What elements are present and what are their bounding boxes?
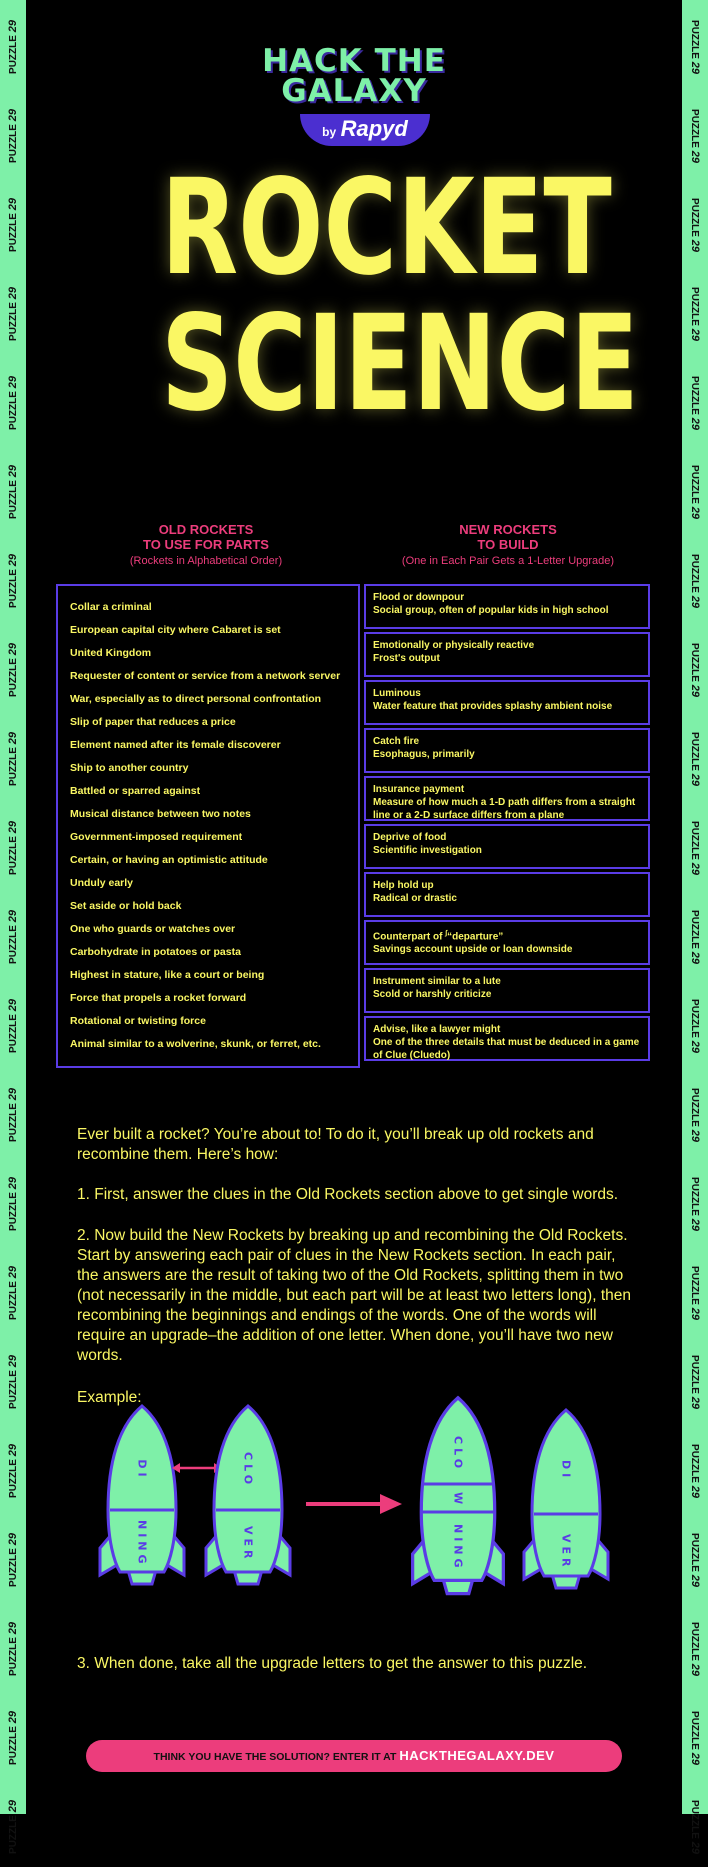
puzzle-number-label bbox=[688, 541, 702, 621]
puzzle-number-label bbox=[688, 1253, 702, 1333]
puzzle-number-label bbox=[688, 1431, 702, 1511]
puzzle-number-label bbox=[688, 1698, 702, 1778]
puzzle-label-text: PUZZLE bbox=[8, 836, 19, 875]
puzzle-label-number: 29 bbox=[689, 61, 701, 74]
puzzle-label-text: PUZZLE bbox=[8, 1192, 19, 1231]
new-rocket-pair bbox=[364, 920, 650, 965]
logo-by-rapyd bbox=[300, 114, 430, 146]
puzzle-label-text: PUZZLE bbox=[8, 391, 19, 430]
puzzle-label-text: PUZZLE bbox=[689, 287, 700, 326]
cta-text: THINK YOU HAVE THE SOLUTION? ENTER IT AT bbox=[153, 1751, 397, 1763]
puzzle-number-label bbox=[688, 719, 702, 799]
puzzle-label-text: PUZZLE bbox=[689, 1088, 700, 1127]
old-rocket-clue: Force that propels a rocket forward bbox=[70, 992, 247, 1004]
puzzle-label-text: PUZZLE bbox=[689, 198, 700, 237]
rocket-3-bottom-letters: NING bbox=[451, 1524, 465, 1572]
puzzle-label-number: 29 bbox=[689, 684, 701, 697]
puzzle-number-label bbox=[6, 1431, 20, 1511]
right-puzzle-strip bbox=[682, 0, 708, 1854]
puzzle-label-number: 29 bbox=[689, 862, 701, 875]
puzzle-label-number: 29 bbox=[689, 1841, 701, 1854]
puzzle-label-number: 29 bbox=[7, 1622, 19, 1635]
old-rockets-heading-line-1: OLD ROCKETS bbox=[158, 522, 254, 537]
old-rocket-clue: Unduly early bbox=[70, 877, 134, 889]
puzzle-label-number: 29 bbox=[7, 910, 19, 923]
puzzle-label-number: 29 bbox=[689, 239, 701, 252]
rocket-4-top-letters: DI bbox=[559, 1460, 573, 1482]
puzzle-number-label bbox=[6, 719, 20, 799]
puzzle-number-label bbox=[688, 986, 702, 1066]
puzzle-label-number: 29 bbox=[689, 506, 701, 519]
cta-site-link[interactable]: HACKTHEGALAXY.DEV bbox=[399, 1748, 555, 1763]
logo-by: by bbox=[322, 125, 337, 139]
new-rocket-clue-a: Flood or downpour bbox=[373, 592, 465, 603]
new-rocket-pair bbox=[364, 728, 650, 773]
puzzle-label-number: 29 bbox=[689, 1218, 701, 1231]
old-rocket-clue: Rotational or twisting force bbox=[70, 1015, 206, 1027]
old-rocket-clue: Government-imposed requirement bbox=[70, 831, 243, 843]
puzzle-label-number: 29 bbox=[689, 417, 701, 430]
new-rocket-clue-b: Savings account upside or loan downside bbox=[373, 944, 573, 956]
new-rockets-heading-line-1: NEW ROCKETS bbox=[459, 522, 557, 537]
intro-paragraph: Ever built a rocket? You’re about to! To do it, you’ll break up old rockets and recombine them. Here’s how: bbox=[77, 1126, 594, 1163]
old-rocket-clue: Collar a criminal bbox=[70, 601, 152, 613]
new-rocket-clue-b: Radical or drastic bbox=[373, 893, 457, 904]
new-rocket-clue-a: Help hold up bbox=[373, 880, 434, 891]
puzzle-label-text: PUZZLE bbox=[8, 1637, 19, 1676]
new-rockets-heading bbox=[358, 522, 658, 552]
puzzle-number-label bbox=[688, 630, 702, 710]
puzzle-label-text: PUZZLE bbox=[8, 1103, 19, 1142]
example-rocket-2 bbox=[206, 1406, 290, 1584]
example-label: Example: bbox=[77, 1389, 142, 1406]
puzzle-label-number: 29 bbox=[689, 773, 701, 786]
step-3-paragraph: 3. When done, take all the upgrade letters to get the answer to this puzzle. bbox=[77, 1655, 588, 1672]
new-rocket-clue-a: Advise, like a lawyer might bbox=[373, 1024, 501, 1035]
puzzle-label-number: 29 bbox=[7, 1444, 19, 1457]
puzzle-label-text: PUZZLE bbox=[689, 1444, 700, 1483]
puzzle-label-number: 29 bbox=[689, 1307, 701, 1320]
page-title-line-1: ROCKET bbox=[160, 151, 612, 305]
puzzle-label-number: 29 bbox=[689, 150, 701, 163]
logo-brand: Rapyd bbox=[340, 116, 408, 141]
new-rocket-clue-b: Esophagus, primarily bbox=[373, 749, 475, 760]
puzzle-label-text: PUZZLE bbox=[8, 124, 19, 163]
puzzle-number-label bbox=[6, 7, 20, 87]
puzzle-label-text: PUZZLE bbox=[8, 1370, 19, 1409]
puzzle-label-number: 29 bbox=[7, 376, 19, 389]
puzzle-label-number: 29 bbox=[689, 1129, 701, 1142]
example-rocket-3 bbox=[413, 1398, 504, 1594]
puzzle-number-label bbox=[688, 1787, 702, 1867]
example-rockets-illustration bbox=[80, 1400, 640, 1610]
puzzle-number-label bbox=[6, 897, 20, 977]
puzzle-label-number: 29 bbox=[7, 109, 19, 122]
example-rocket-4 bbox=[524, 1410, 608, 1588]
puzzle-label-number: 29 bbox=[7, 20, 19, 33]
new-rocket-clue-b: Scientific investigation bbox=[373, 845, 482, 856]
page-title-line-2: SCIENCE bbox=[160, 287, 639, 441]
puzzle-number-label bbox=[6, 1609, 20, 1689]
new-rocket-clue-a: Insurance payment bbox=[373, 784, 465, 795]
puzzle-number-label bbox=[688, 1520, 702, 1600]
new-rocket-clue-a: Instrument similar to a lute bbox=[373, 976, 501, 987]
puzzle-label-number: 29 bbox=[689, 1574, 701, 1587]
rocket-2-bottom-letters: VER bbox=[241, 1526, 255, 1563]
new-rocket-clue-b: Social group, often of popular kids in high school bbox=[373, 605, 609, 616]
puzzle-label-text: PUZZLE bbox=[689, 376, 700, 415]
puzzle-number-label bbox=[688, 1075, 702, 1155]
new-rocket-clue-a: Luminous bbox=[373, 688, 421, 699]
puzzle-number-label bbox=[688, 274, 702, 354]
puzzle-label-number: 29 bbox=[689, 1040, 701, 1053]
puzzle-label-text: PUZZLE bbox=[689, 1800, 700, 1839]
clue-a-mark: ∫ bbox=[445, 930, 448, 937]
puzzle-label-number: 29 bbox=[7, 643, 19, 656]
puzzle-number-label bbox=[6, 96, 20, 176]
puzzle-number-label bbox=[6, 1520, 20, 1600]
old-rocket-clue: Carbohydrate in potatoes or pasta bbox=[70, 946, 241, 958]
puzzle-label-number: 29 bbox=[7, 1533, 19, 1546]
submit-solution-button[interactable] bbox=[86, 1740, 622, 1772]
puzzle-label-text: PUZZLE bbox=[8, 1281, 19, 1320]
new-rocket-clue-b: Scold or harshly criticize bbox=[373, 989, 492, 1000]
step-2-paragraph: 2. Now build the New Rockets by breaking up and recombining the Old Rockets. Start by answering each pair of clues in the New Rockets section. In each pair, the answers are the result of taking two of the Old Rockets, splitting them in two (not necessarily in the middle, but each part will be at least two letters long), then recombining the beginnings and endings of the words. One of the words will require an upgrade–the addition of one letter. When done, you’ll have two new words. bbox=[77, 1227, 631, 1364]
puzzle-label-text: PUZZLE bbox=[8, 1726, 19, 1765]
old-rocket-clue: Highest in stature, like a court or being bbox=[70, 969, 265, 981]
puzzle-label-text: PUZZLE bbox=[689, 109, 700, 148]
old-rocket-clue: Requester of content or service from a network server bbox=[70, 670, 341, 682]
old-rocket-clue: One who guards or watches over bbox=[70, 923, 236, 935]
clue-a-text: Counterpart of bbox=[373, 931, 446, 943]
puzzle-number-label bbox=[688, 1609, 702, 1689]
puzzle-label-text: PUZZLE bbox=[689, 465, 700, 504]
puzzle-number-label bbox=[688, 808, 702, 888]
new-rocket-pair bbox=[364, 968, 650, 1013]
new-rocket-clue-b: One of the three details that must be deduced in a game of Clue (Cluedo) bbox=[373, 1037, 640, 1061]
puzzle-label-text: PUZZLE bbox=[8, 1014, 19, 1053]
new-rockets-heading-line-2: TO BUILD bbox=[477, 537, 539, 552]
puzzle-number-label bbox=[688, 96, 702, 176]
puzzle-label-text: PUZZLE bbox=[8, 747, 19, 786]
puzzle-label-text: PUZZLE bbox=[689, 1266, 700, 1305]
new-rocket-pair bbox=[364, 824, 650, 869]
new-rocket-clue-a: Catch fire bbox=[373, 736, 420, 747]
puzzle-number-label bbox=[688, 897, 702, 977]
puzzle-label-number: 29 bbox=[7, 1266, 19, 1279]
old-rocket-clue: Slip of paper that reduces a price bbox=[70, 716, 236, 728]
new-rocket-clue-b: Water feature that provides splashy ambient noise bbox=[373, 701, 613, 712]
puzzle-number-label bbox=[6, 185, 20, 265]
puzzle-number-label bbox=[6, 1698, 20, 1778]
puzzle-number-label bbox=[688, 1342, 702, 1422]
rocket-3-middle-letter: W bbox=[451, 1492, 465, 1509]
puzzle-label-number: 29 bbox=[7, 1355, 19, 1368]
puzzle-label-number: 29 bbox=[689, 595, 701, 608]
build-arrow bbox=[306, 1494, 402, 1514]
puzzle-label-number: 29 bbox=[7, 287, 19, 300]
puzzle-label-number: 29 bbox=[689, 328, 701, 341]
puzzle-label-text: PUZZLE bbox=[689, 1711, 700, 1750]
puzzle-label-number: 29 bbox=[689, 1752, 701, 1765]
puzzle-number-label bbox=[6, 808, 20, 888]
puzzle-number-label bbox=[688, 1164, 702, 1244]
puzzle-number-label bbox=[6, 274, 20, 354]
old-rocket-clue: United Kingdom bbox=[70, 647, 152, 659]
old-rockets-clue-list bbox=[56, 584, 360, 1068]
rocket-2-top-letters: CLO bbox=[241, 1452, 255, 1489]
puzzle-label-number: 29 bbox=[689, 1396, 701, 1409]
puzzle-label-number: 29 bbox=[7, 198, 19, 211]
new-rocket-pair bbox=[364, 584, 650, 629]
old-rocket-clue: Animal similar to a wolverine, skunk, or ferret, etc. bbox=[70, 1038, 321, 1050]
puzzle-label-number: 29 bbox=[7, 821, 19, 834]
puzzle-label-number: 29 bbox=[7, 465, 19, 478]
old-rocket-clue: Element named after its female discoverer bbox=[70, 739, 281, 751]
old-rocket-clue: European capital city where Cabaret is set bbox=[70, 624, 281, 636]
puzzle-label-text: PUZZLE bbox=[689, 643, 700, 682]
new-rocket-clue-a: Emotionally or physically reactive bbox=[373, 640, 535, 651]
puzzle-label-number: 29 bbox=[7, 1800, 19, 1813]
puzzle-label-text: PUZZLE bbox=[8, 925, 19, 964]
old-rocket-clue: War, especially as to direct personal confrontation bbox=[70, 693, 322, 705]
puzzle-label-text: PUZZLE bbox=[8, 35, 19, 74]
old-rocket-clue: Ship to another country bbox=[70, 762, 189, 774]
puzzle-number-label bbox=[6, 1164, 20, 1244]
puzzle-label-number: 29 bbox=[7, 999, 19, 1012]
puzzle-number-label bbox=[688, 363, 702, 443]
puzzle-number-label bbox=[6, 363, 20, 443]
new-rocket-clue-a bbox=[373, 927, 642, 943]
puzzle-label-number: 29 bbox=[7, 1088, 19, 1101]
puzzle-label-text: PUZZLE bbox=[689, 1355, 700, 1394]
new-rocket-pair bbox=[364, 1016, 650, 1061]
swap-arrow bbox=[172, 1463, 222, 1473]
old-rocket-clue: Certain, or having an optimistic attitude bbox=[70, 854, 268, 866]
hack-the-galaxy-logo bbox=[260, 43, 448, 146]
puzzle-label-text: PUZZLE bbox=[689, 1177, 700, 1216]
puzzle-label-text: PUZZLE bbox=[8, 1815, 19, 1854]
puzzle-label-text: PUZZLE bbox=[8, 1459, 19, 1498]
puzzle-label-text: PUZZLE bbox=[8, 213, 19, 252]
puzzle-number-label bbox=[6, 1253, 20, 1333]
puzzle-label-number: 29 bbox=[7, 554, 19, 567]
puzzle-number-label bbox=[6, 1075, 20, 1155]
logo-line-1: HACK THE bbox=[262, 43, 446, 79]
puzzle-number-label bbox=[6, 986, 20, 1066]
puzzle-label-text: PUZZLE bbox=[689, 910, 700, 949]
puzzle-label-number: 29 bbox=[689, 951, 701, 964]
puzzle-label-text: PUZZLE bbox=[689, 554, 700, 593]
new-rocket-clue-b: Frost's output bbox=[373, 653, 440, 664]
left-puzzle-strip bbox=[0, 0, 26, 1854]
old-rockets-heading-line-2: TO USE FOR PARTS bbox=[143, 537, 269, 552]
puzzle-label-text: PUZZLE bbox=[8, 1548, 19, 1587]
rocket-4-bottom-letters: VER bbox=[559, 1534, 573, 1571]
puzzle-number-label bbox=[688, 185, 702, 265]
puzzle-label-text: PUZZLE bbox=[689, 999, 700, 1038]
step-1-paragraph: 1. First, answer the clues in the Old Rockets section above to get single words. bbox=[77, 1186, 619, 1203]
puzzle-label-number: 29 bbox=[7, 1711, 19, 1724]
new-rockets-subheading: (One in Each Pair Gets a 1-Letter Upgrade) bbox=[401, 555, 615, 567]
puzzle-label-text: PUZZLE bbox=[8, 480, 19, 519]
puzzle-number-label bbox=[6, 1787, 20, 1867]
puzzle-label-text: PUZZLE bbox=[8, 302, 19, 341]
example-rocket-1 bbox=[100, 1406, 184, 1584]
rocket-1-top-letters: DI bbox=[135, 1459, 149, 1481]
puzzle-label-text: PUZZLE bbox=[689, 1533, 700, 1572]
clue-a-quoted: “departure” bbox=[447, 931, 504, 943]
old-rockets-subheading: (Rockets in Alphabetical Order) bbox=[129, 555, 283, 567]
puzzle-number-label bbox=[688, 452, 702, 532]
puzzle-number-label bbox=[6, 1342, 20, 1422]
puzzle-number-label bbox=[688, 7, 702, 87]
new-rocket-pair bbox=[364, 776, 650, 821]
new-rocket-clue-b: Measure of how much a 1-D path differs from a straight line or a 2-D surface differs from a plane bbox=[373, 797, 636, 821]
old-rocket-clue: Battled or sparred against bbox=[70, 785, 201, 797]
puzzle-number-label bbox=[6, 630, 20, 710]
logo-line-2: GALAXY bbox=[281, 73, 427, 109]
rocket-3-top-letters: CLO bbox=[451, 1436, 465, 1473]
new-rocket-pair bbox=[364, 872, 650, 917]
new-rocket-clue-a: Deprive of food bbox=[373, 832, 447, 843]
puzzle-label-text: PUZZLE bbox=[689, 1622, 700, 1661]
puzzle-label-text: PUZZLE bbox=[8, 658, 19, 697]
puzzle-number-label bbox=[6, 541, 20, 621]
old-rocket-clue: Musical distance between two notes bbox=[70, 808, 251, 820]
puzzle-label-number: 29 bbox=[7, 1177, 19, 1190]
puzzle-label-number: 29 bbox=[689, 1485, 701, 1498]
new-rocket-pair bbox=[364, 632, 650, 677]
puzzle-label-text: PUZZLE bbox=[689, 732, 700, 771]
puzzle-label-text: PUZZLE bbox=[689, 20, 700, 59]
old-rocket-clue: Set aside or hold back bbox=[70, 900, 182, 912]
rocket-1-bottom-letters: NING bbox=[135, 1520, 149, 1568]
puzzle-label-number: 29 bbox=[7, 732, 19, 745]
old-rockets-heading bbox=[56, 522, 356, 552]
puzzle-label-text: PUZZLE bbox=[8, 569, 19, 608]
new-rocket-pair bbox=[364, 680, 650, 725]
puzzle-label-number: 29 bbox=[689, 1663, 701, 1676]
puzzle-label-text: PUZZLE bbox=[689, 821, 700, 860]
puzzle-number-label bbox=[6, 452, 20, 532]
